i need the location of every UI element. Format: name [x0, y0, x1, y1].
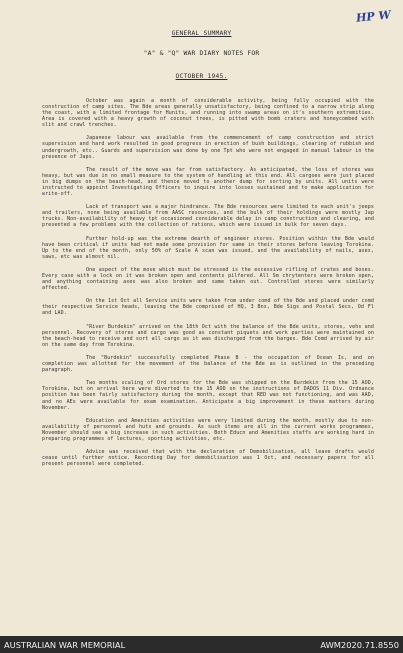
- handwritten-annotation: HP W: [355, 8, 392, 25]
- paragraph-7: On the 1st Oct all Service units were taken from under comd of the Bde and placed under comd their respective Service heads, leaving the Bde comprised of HQ, 3 Bns, Bde Sigs and Postal Secs, Od Fl and LAD.: [42, 298, 374, 317]
- archive-footer: [0, 636, 403, 653]
- document-title: "A" & "Q" WAR DIARY NOTES FOR: [143, 50, 260, 57]
- paragraph-9: The "Burdekin" successfully completed Phase B - the occupation of Ocean Is, and on completion was allotted for the movement of the balance of the Bde as is outlined in the preceding paragraph.: [42, 355, 374, 374]
- document-body: [42, 98, 374, 475]
- paragraph-6: One aspect of the move which must be stressed is the excessive rifling of crates and boxes. Every case with a lock on it was broken open and contents pilfered. All Sm chrytenters were broken open, and anything containing axes was also broken and same taken out. Controlled stores were similarly affected.: [42, 266, 374, 292]
- paragraph-11: Education and Amenities activities were very limited during the month, mostly due to non-availability of personnel and huts and grounds. As such items are all in the current works programmes, November should see a big increase in such activities. Both Educn and Amenities staffs are working hard in preparing programmes of lectures, sporting activities, etc.: [42, 417, 374, 442]
- paragraph-8: "River Burdekin" arrived on the 18th Oct with the balance of the Bde units, stores, vehs and personnel. Recovery of stores and cargo was good as constant piquets and work parties were maintained on the beach-head to receive and sort all cargo as it was discharged from the barges. Bde Comd arrived by air on the same day from Torokina.: [42, 323, 374, 348]
- paragraph-4: Lack of transport was a major hindrance. The Bde resources were limited to each unit's jeeps and trailers, none being available from AASC resources, and the bulk of their holdings were mostly Jap trucks. Non-availability of heavy tpt occasioned considerable delay in camp construction and clearing, and presented a few problems with the collection of rations, which were issued in bulk for seven days.: [42, 204, 374, 229]
- paragraph-3: The result of the move was far from satisfactory. As anticipated, the loss of stores was heavy, but was due in no small measure to the system of handling at this end. All cargoes were just placed in big dumps on the beach-head, and thence moved to another dump for sorting by units. All units were instructed to appoint Investigating Officers to inquire into losses sustained and to make application for write-off.: [42, 166, 374, 197]
- paragraph-1: October was again a month of considerable activity, being fully occupied with the construction of camp sites. The Bde areas generally unsatisfactory, being confined to a narrow strip along the coast, with a limited frontage for Hunits, and running into swamp areas on it's southern extremities. Area is covered with a heavy growth of coconut trees, is pitted with bomb craters and honeycombed with slit and crawl trenches.: [42, 98, 374, 129]
- paragraph-5: Further hold-up was the extreme dearth of engineer stores. Position within the Bde would have been critical if units had not made some provision for same in their stores before leaving Torokina. Up to the end of the month, only 50% of Scale A scan was issued, and the availability of nails, axes, saws, etc was almost nil.: [42, 235, 374, 260]
- document-heading: GENERAL SUMMARY: [171, 30, 232, 37]
- document-period: OCTOBER 1945.: [175, 73, 228, 80]
- institution-label: AUSTRALIAN WAR MEMORIAL: [4, 640, 126, 650]
- paragraph-2: Japanese labour was available from the commencement of camp construction and strict supervision and hard work resulted in good progress in erection of bush buildings, clearing of rubbish and undergrowth, etc.. Guards and supervision was done by one Tpt who were not engaged in manual labour in the presence of Japs.: [42, 135, 374, 160]
- paragraph-10: Two months scaling of Ord stores for the Bde was shipped on the Burdekin from the 15 AOD, Torokina, but on arrival here were diverted to the 15 AOD on the instructions of DADOS 11 Div. Ordnance position has been fairly satisfactory during the month, except that RED was not functioning, and was AAD, and no AEs were available for exam examination. Anticipate a big improvement in these matters during November.: [42, 380, 374, 411]
- paragraph-12: Advice was received that with the declaration of Demobilisation, all leave drafts would cease until further notice. Recording Day for demobilisation was 1 Oct, and necessary papers for all present personnel were completed.: [42, 449, 374, 468]
- reference-number: AWM2020.71.8550: [320, 640, 399, 650]
